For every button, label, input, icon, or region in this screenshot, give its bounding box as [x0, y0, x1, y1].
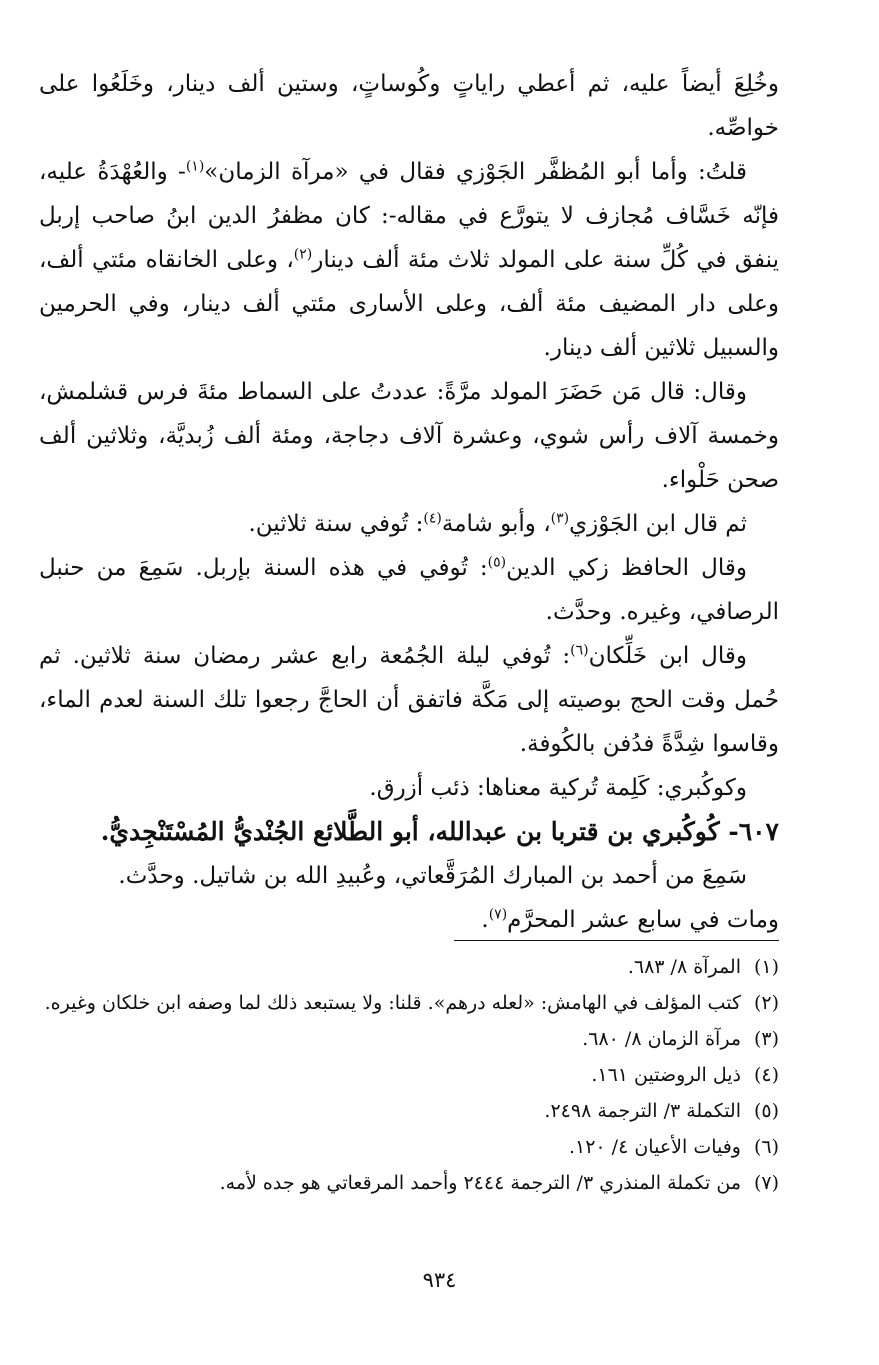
- paragraph: [39, 502, 779, 546]
- paragraph-text: : تُوفي في هذه السنة بإربل. سَمِعَ من حنبل الرصافي، وغيره. وحدَّث.: [39, 555, 779, 625]
- paragraph-text: : تُوفي ليلة الجُمُعة رابع عشر رمضان سنة ثلاثين. ثم حُمل وقت الحج بوصيته إلى مَكَّة فاتفق أن الحاجَّ رجعوا تلك السنة لعدم الماء، وقاسوا شِدَّةً فدُفن بالكُوفة.: [39, 643, 779, 757]
- paragraph-text: ومات في سابع عشر المحرَّم: [507, 907, 779, 933]
- footnote-text: المرآة ٨/ ٦٨٣.: [627, 956, 741, 978]
- paragraph: [39, 634, 779, 766]
- paragraph-text: قلتُ: وأما أبو المُظفَّر الجَوْزي فقال في «مرآة الزمان»: [204, 159, 747, 185]
- footnotes-section: [39, 940, 779, 1201]
- footnote: [39, 1021, 779, 1057]
- page-number: ٩٣٤: [422, 1268, 457, 1292]
- footnote: [39, 1165, 779, 1201]
- footnote-number: (٦): [753, 1136, 779, 1158]
- paragraph: [39, 370, 779, 502]
- footnote-ref[interactable]: (٣): [550, 510, 570, 527]
- paragraph: [39, 546, 779, 634]
- footnote-ref[interactable]: (١): [185, 158, 205, 175]
- paragraph: [39, 898, 779, 942]
- footnote-divider: [454, 940, 779, 941]
- footnote-ref[interactable]: (٢): [293, 246, 313, 263]
- footnote-ref[interactable]: (٦): [570, 642, 589, 659]
- footnote: [39, 949, 779, 985]
- footnote: [39, 985, 779, 1021]
- paragraph-text: .: [481, 907, 489, 933]
- footnote-number: (١): [753, 956, 779, 978]
- paragraph-text: : تُوفي سنة ثلاثين.: [248, 511, 424, 537]
- entry-heading: ٦٠٧- كُوكُبري بن قتربا بن عبدالله، أبو الطَّلائع الجُنْديُّ المُسْتَنْجِديُّ.: [100, 817, 779, 846]
- footnote-number: (٧): [753, 1172, 779, 1194]
- footnote: [39, 1129, 779, 1165]
- paragraph-text: وقال الحافظ زكي الدين: [506, 555, 747, 581]
- paragraph-text: - والعُهْدَةُ عليه، فإنّه خَسَّاف مُجازف لا يتورَّع في مقاله-: كان مظفرُ الدين ابنُ صاحب إربل ينفق في كُلِّ سنة على المولد ثلاث مئة ألف دينار: [39, 159, 779, 273]
- footnote: [39, 1057, 779, 1093]
- footnote-number: (٢): [753, 992, 779, 1014]
- footnote-ref[interactable]: (٤): [423, 510, 442, 527]
- footnote-text: من تكملة المنذري ٣/ الترجمة ٢٤٤٤ وأحمد المرقعاتي هو جده لأمه.: [219, 1172, 741, 1194]
- paragraph: [39, 766, 779, 810]
- footnote-text: ذيل الروضتين ١٦١.: [591, 1064, 741, 1086]
- main-text: [39, 62, 779, 942]
- paragraph-text: وكوكُبري: كَلِمة تُركية معناها: ذئب أزرق.: [369, 775, 747, 801]
- footnote-text: مرآة الزمان ٨/ ٦٨٠.: [582, 1028, 741, 1050]
- paragraph-text: سَمِعَ من أحمد بن المبارك المُرَقَّعاتي، وعُبيدِ الله بن شاتيل. وحدَّث.: [118, 863, 747, 889]
- paragraph-text: وخُلِعَ أيضاً عليه، ثم أعطي راياتٍ وكُوساتٍ، وستين ألف دينار، وخَلَعُوا على خواصِّه.: [39, 71, 779, 141]
- footnote-number: (٥): [753, 1100, 779, 1122]
- paragraph-text: ، وأبو شامة: [441, 511, 551, 537]
- paragraph-text: ثم قال ابن الجَوْزي: [569, 511, 747, 537]
- paragraph-text: وقال ابن خَلِّكان: [588, 643, 747, 669]
- footnote-text: كتب المؤلف في الهامش: «لعله درهم». قلنا: ولا يستبعد ذلك لما وصفه ابن خلكان وغيره.: [44, 992, 741, 1014]
- paragraph: [39, 150, 779, 370]
- footnote-number: (٤): [753, 1064, 779, 1086]
- footnote-text: التكملة ٣/ الترجمة ٢٤٩٨.: [544, 1100, 741, 1122]
- footnote: [39, 1093, 779, 1129]
- footnote-number: (٣): [753, 1028, 779, 1050]
- footnote-ref[interactable]: (٥): [487, 554, 507, 571]
- paragraph-text: ، وعلى الخانقاه مئتي ألف، وعلى دار المضيف مئة ألف، وعلى الأسارى مئتي ألف دينار، وفي الحرمين والسبيل ثلاثين ألف دينار.: [39, 247, 779, 361]
- paragraph: [39, 62, 779, 150]
- paragraph-text: وقال: قال مَن حَضَرَ المولد مرَّةً: عددتُ على السماط مئةَ فرس قشلمش، وخمسة آلاف رأس شوي، وعشرة آلاف دجاجة، ومئة ألف زُبديَّة، وثلاثين ألف صحن حَلْواء.: [39, 379, 780, 493]
- paragraph: [39, 854, 779, 898]
- footnote-text: وفيات الأعيان ٤/ ١٢٠.: [568, 1136, 741, 1158]
- footnote-ref[interactable]: (٧): [488, 906, 508, 923]
